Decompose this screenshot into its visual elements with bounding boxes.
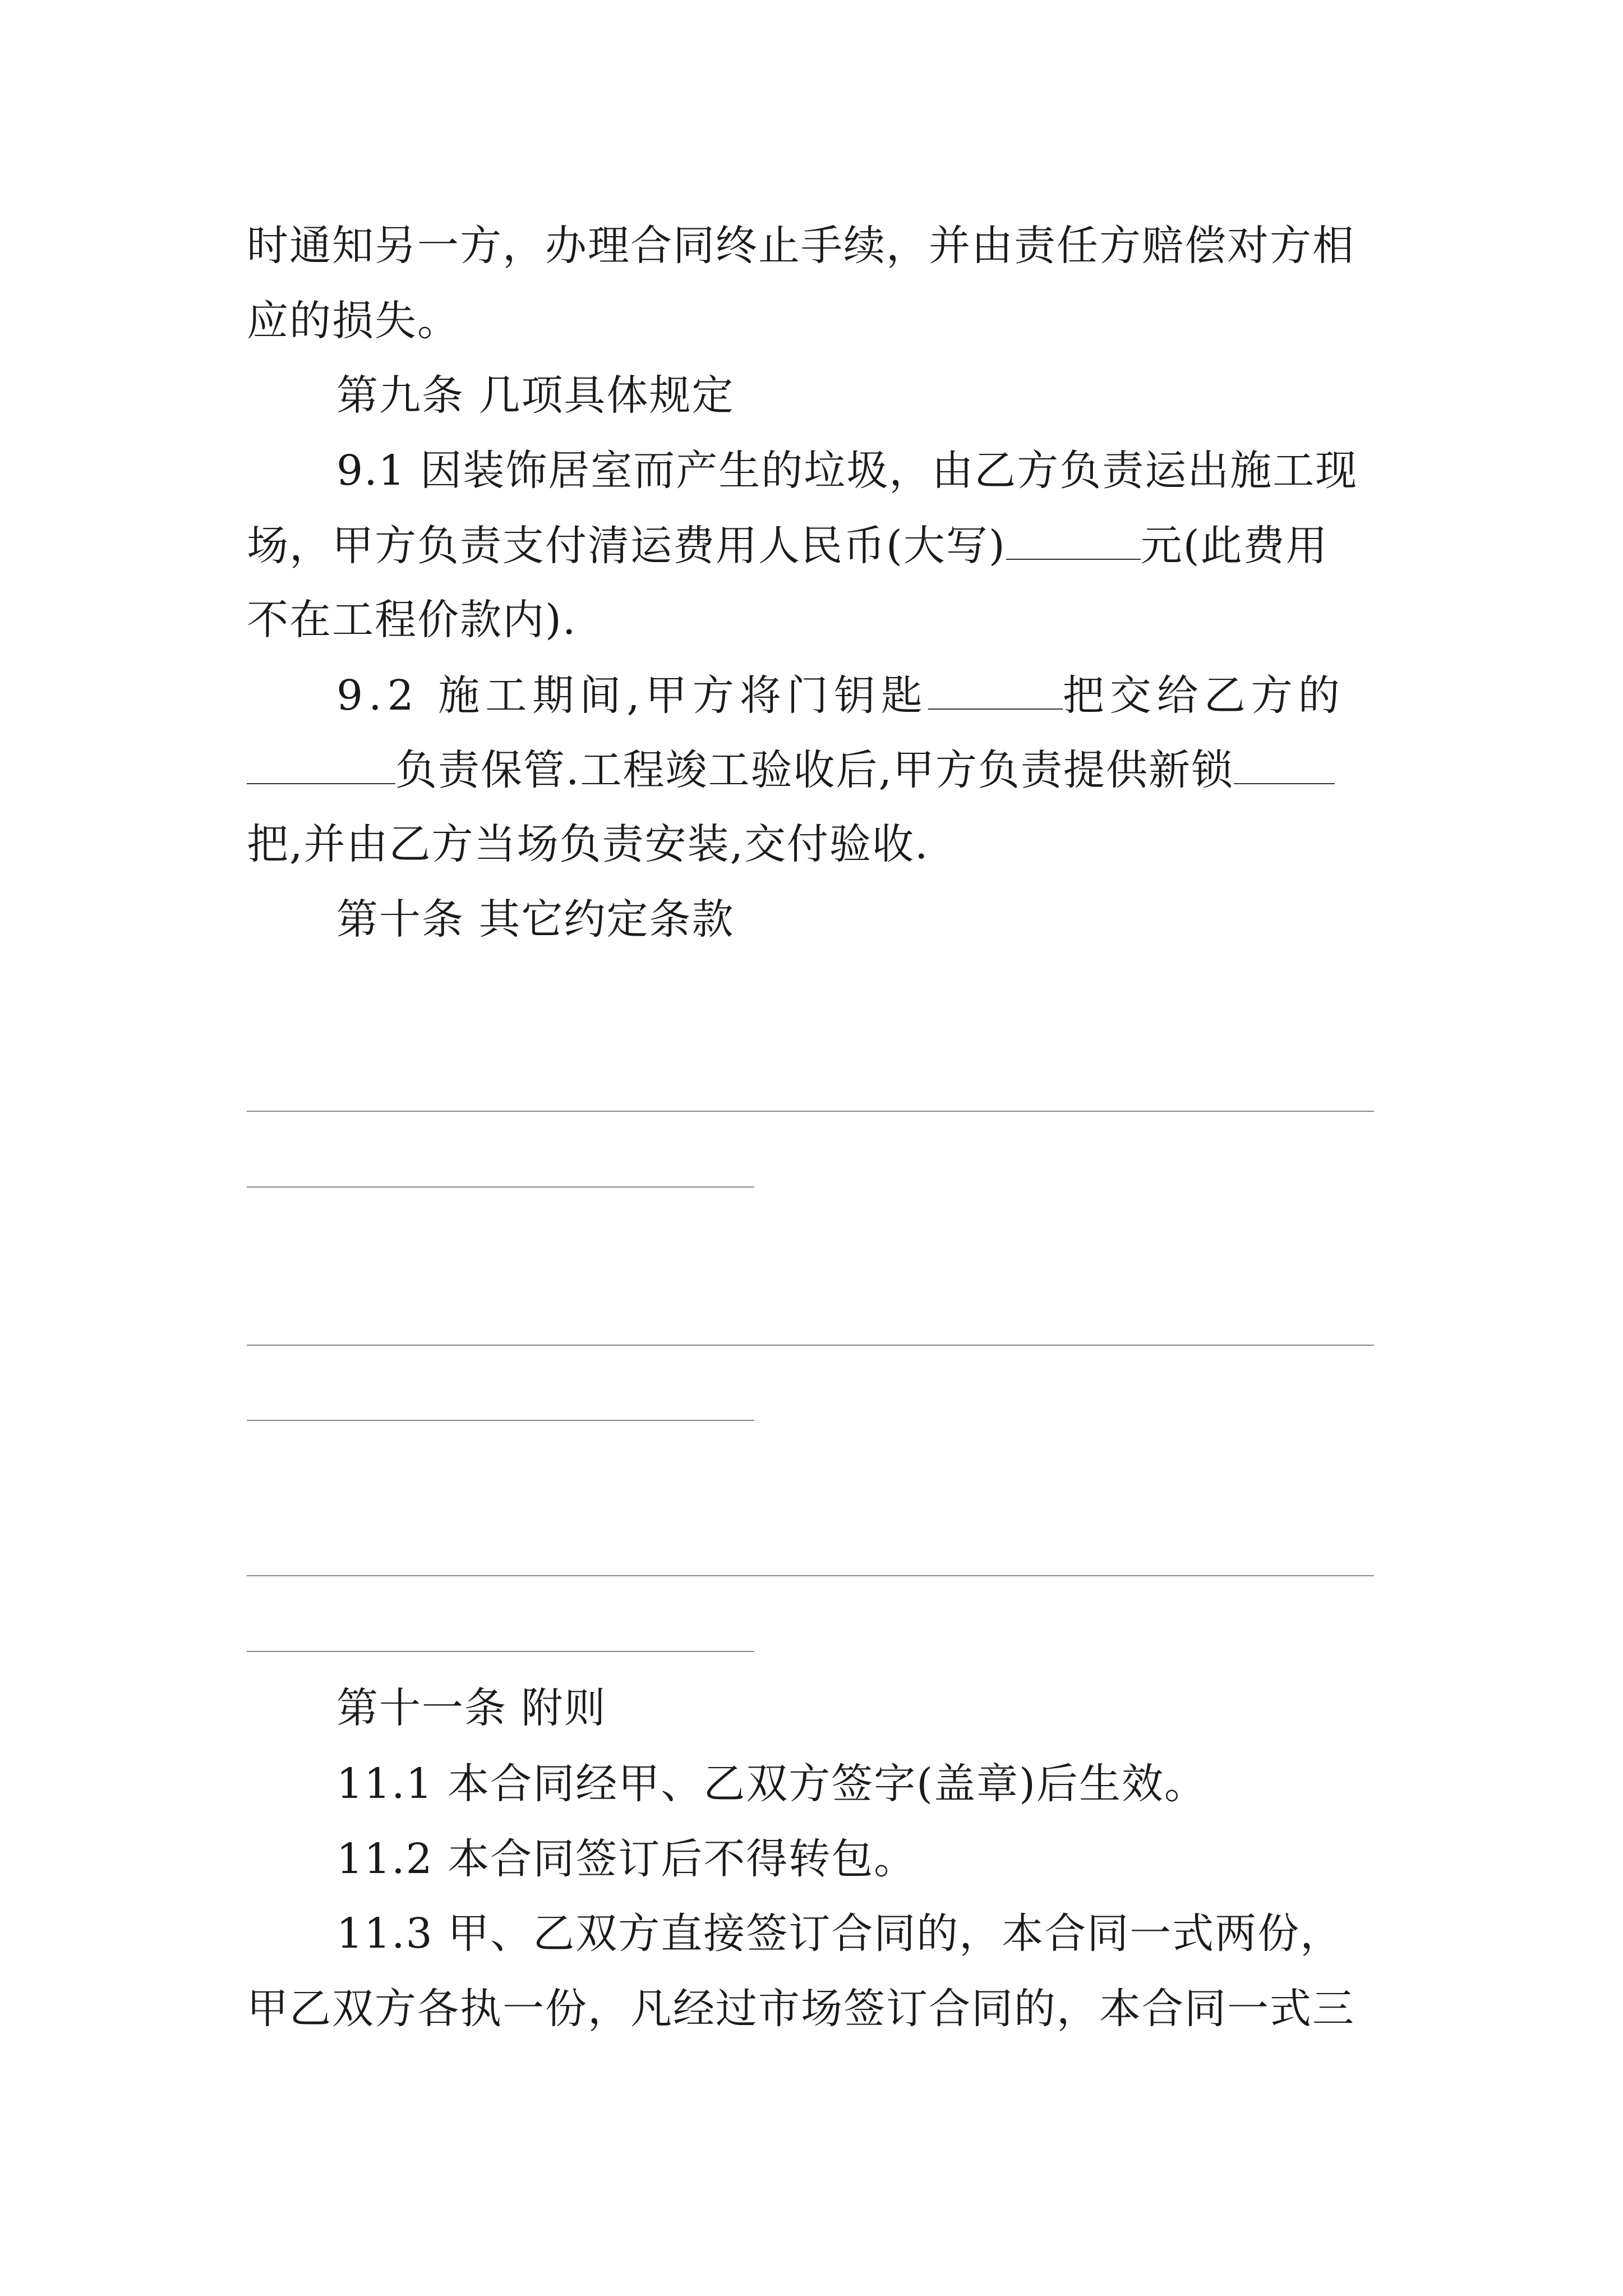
fill-in-blank[interactable] bbox=[1234, 742, 1335, 784]
paragraph-line: 应的损失。 bbox=[247, 297, 460, 345]
blank-rule-line bbox=[247, 1111, 1374, 1112]
article-10-title: 第十条 其它约定条款 bbox=[336, 895, 735, 944]
clause-9-1-line: 9.1 因装饰居室而产生的垃圾，由乙方负责运出施工现 bbox=[336, 447, 1358, 495]
fill-in-blank[interactable] bbox=[928, 667, 1063, 710]
article-11-title: 第十一条 附则 bbox=[336, 1684, 607, 1732]
clause-text: 9.2 施工期间,甲方将门钥匙 bbox=[336, 671, 928, 720]
clause-9-2-line bbox=[247, 742, 1391, 798]
blank-rule-line bbox=[247, 1575, 1374, 1576]
clause-11-2: 11.2 本合同签订后不得转包。 bbox=[336, 1835, 917, 1883]
clause-11-3-line: 11.3 甲、乙双方直接签订合同的，本合同一式两份， bbox=[336, 1910, 1343, 1958]
clause-text: 场，甲方负责支付清运费用人民币(大写) bbox=[247, 522, 1006, 570]
clause-9-1-line: 不在工程价款内). bbox=[247, 596, 577, 644]
clause-text: 元(此费用 bbox=[1140, 522, 1329, 570]
blank-rule-line bbox=[247, 1186, 754, 1188]
blank-rule-line bbox=[247, 1345, 1374, 1346]
clause-9-2-line: 把,并由乙方当场负责安装,交付验收. bbox=[247, 820, 929, 868]
paragraph-line: 时通知另一方，办理合同终止手续，并由责任方赔偿对方相 bbox=[247, 222, 1355, 270]
clause-text: 负责保管.工程竣工验收后,甲方负责提供新锁 bbox=[395, 746, 1234, 794]
clause-text: 把交给乙方的 bbox=[1062, 671, 1345, 720]
fill-in-blank[interactable] bbox=[1006, 517, 1141, 560]
clause-9-1-line bbox=[247, 517, 1391, 574]
blank-rule-line bbox=[247, 1420, 754, 1421]
clause-9-2-line bbox=[336, 667, 1391, 724]
fill-in-blank[interactable] bbox=[247, 742, 395, 784]
article-9-title: 第九条 几项具体规定 bbox=[336, 371, 735, 420]
clause-11-3-line: 甲乙双方各执一份，凡经过市场签订合同的，本合同一式三 bbox=[247, 1985, 1355, 2033]
blank-rule-line bbox=[247, 1651, 754, 1652]
clause-11-1: 11.1 本合同经甲、乙双方签字(盖章)后生效。 bbox=[336, 1760, 1207, 1808]
